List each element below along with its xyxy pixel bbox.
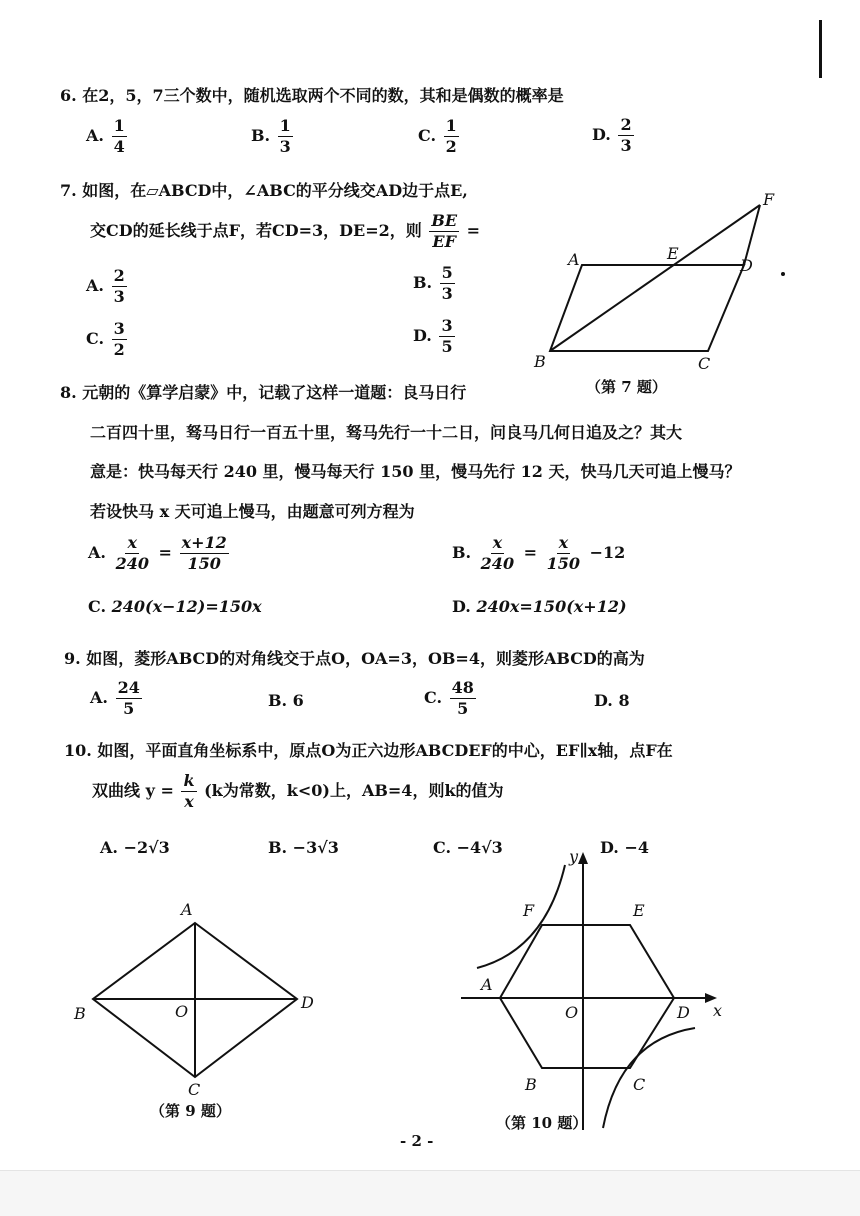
q8-stem-line1: 8. 元朝的《算学启蒙》中，记载了这样一道题：良马日行 (60, 383, 467, 402)
q7-option-b: B. $\frac{5}{3}$ (413, 263, 453, 303)
q10-y-arrow (578, 852, 588, 864)
q8-option-a: A. $\frac{x}{240}$ = $\frac{x+12}{150}$ (88, 533, 227, 573)
q7-bisector-line (550, 205, 760, 351)
q7-figure (530, 185, 790, 375)
q10-label-a: A (481, 975, 493, 994)
q9-stem: 9. 如图，菱形ABCD的对角线交于点O，OA=3，OB=4，则菱形ABCD的高为 (64, 649, 645, 668)
q9-label-d: D (301, 993, 314, 1012)
q10-hyperbola-upper (477, 865, 565, 968)
page-bottom-margin (0, 1171, 860, 1216)
q7-caption: （第 7 题） (586, 378, 667, 396)
q10-stem-line2: 双曲线 y = $\frac{k}{x}$ (k为常数，k<0)上，AB=4，则k的值为 (92, 771, 504, 811)
q10-caption: （第 10 题） (496, 1114, 588, 1132)
q9-option-d: D. 8 (594, 691, 630, 710)
q9-option-a: A. $\frac{24}{5}$ (90, 678, 140, 718)
q6-stem (60, 83, 564, 106)
q9-label-o: O (175, 1002, 189, 1021)
q9-caption: （第 9 题） (150, 1102, 231, 1120)
q6-number: 6. (60, 86, 77, 105)
q9-number: 9. (64, 649, 81, 668)
q7-stem-line1: 7. 如图，在▱ABCD中，∠ABC的平分线交AD边于点E, (60, 181, 468, 200)
q10-number: 10. (64, 741, 92, 760)
q6-text: 在2，5，7三个数中，随机选取两个不同的数，其和是偶数的概率是 (82, 86, 564, 105)
q8-option-c: C. 240(x−12)=150x (88, 597, 262, 616)
q7-option-c: C. $\frac{3}{2}$ (86, 319, 125, 359)
q10-label-x: x (713, 1001, 723, 1020)
q6-option-d: D. $\frac{2}{3}$ (592, 115, 632, 155)
q10-label-f: F (523, 901, 535, 920)
q10-option-d: D. −4 (600, 838, 649, 857)
q10-label-o: O (565, 1003, 579, 1022)
q7-number: 7. (60, 181, 77, 200)
q8-stem-line2: 二百四十里，驽马日行一百五十里，驽马先行一十二日，问良马几何日追及之？其大 (90, 423, 683, 442)
q10-label-d: D (677, 1003, 690, 1022)
q6-option-b: B. $\frac{1}{3}$ (251, 116, 291, 156)
q6-option-c: C. $\frac{1}{2}$ (418, 116, 457, 156)
q7-label-b: B (534, 352, 546, 371)
scan-mark (819, 20, 822, 78)
q7-label-e: E (667, 244, 679, 263)
page-number: - 2 - (400, 1132, 434, 1150)
q10-label-b: B (525, 1075, 537, 1094)
q7-label-d: D (740, 256, 753, 275)
q8-stem-line4: 若设快马 x 天可追上慢马，由题意可列方程为 (90, 502, 415, 521)
q9-label-c: C (188, 1080, 201, 1099)
q10-label-y: y (569, 847, 579, 866)
q9-option-c: C. $\frac{48}{5}$ (424, 678, 474, 718)
q10-option-b: B. −3√3 (268, 838, 339, 857)
q7-stem-line2: 交CD的延长线于点F，若CD=3，DE=2，则 $\frac{BE}{EF}$ = (90, 211, 481, 251)
q10-figure (455, 840, 745, 1135)
q8-option-b: B. $\frac{x}{240}$ = $\frac{x}{150}$ −12 (452, 533, 626, 573)
q8-stem-line3: 意是：快马每天行 240 里，慢马每天行 150 里，慢马先行 12 天，快马几天可追上慢马？ (90, 462, 741, 481)
q10-label-e: E (633, 901, 645, 920)
q10-hyperbola-lower (603, 1028, 695, 1128)
q9-label-a: A (181, 900, 193, 919)
q7-label-c: C (698, 354, 711, 373)
q10-stem-line1: 10. 如图，平面直角坐标系中，原点O为正六边形ABCDEF的中心，EF∥x轴，点F在 (64, 741, 673, 760)
q9-label-b: B (74, 1004, 86, 1023)
q10-label-c: C (633, 1075, 646, 1094)
q10-option-c: C. −4√3 (433, 838, 503, 857)
q6-option-a: A. $\frac{1}{4}$ (86, 116, 125, 156)
q9-figure (70, 895, 330, 1100)
q9-option-b: B. 6 (268, 691, 304, 710)
q8-option-d: D. 240x=150(x+12) (452, 597, 627, 616)
q8-number: 8. (60, 383, 77, 402)
q7-option-d: D. $\frac{3}{5}$ (413, 316, 453, 356)
q7-option-a: A. $\frac{2}{3}$ (86, 266, 125, 306)
q7-label-a: A (568, 250, 580, 269)
q7-parallelogram (550, 265, 744, 351)
q7-label-f: F (763, 190, 775, 209)
q10-option-a: A. −2√3 (100, 838, 170, 857)
